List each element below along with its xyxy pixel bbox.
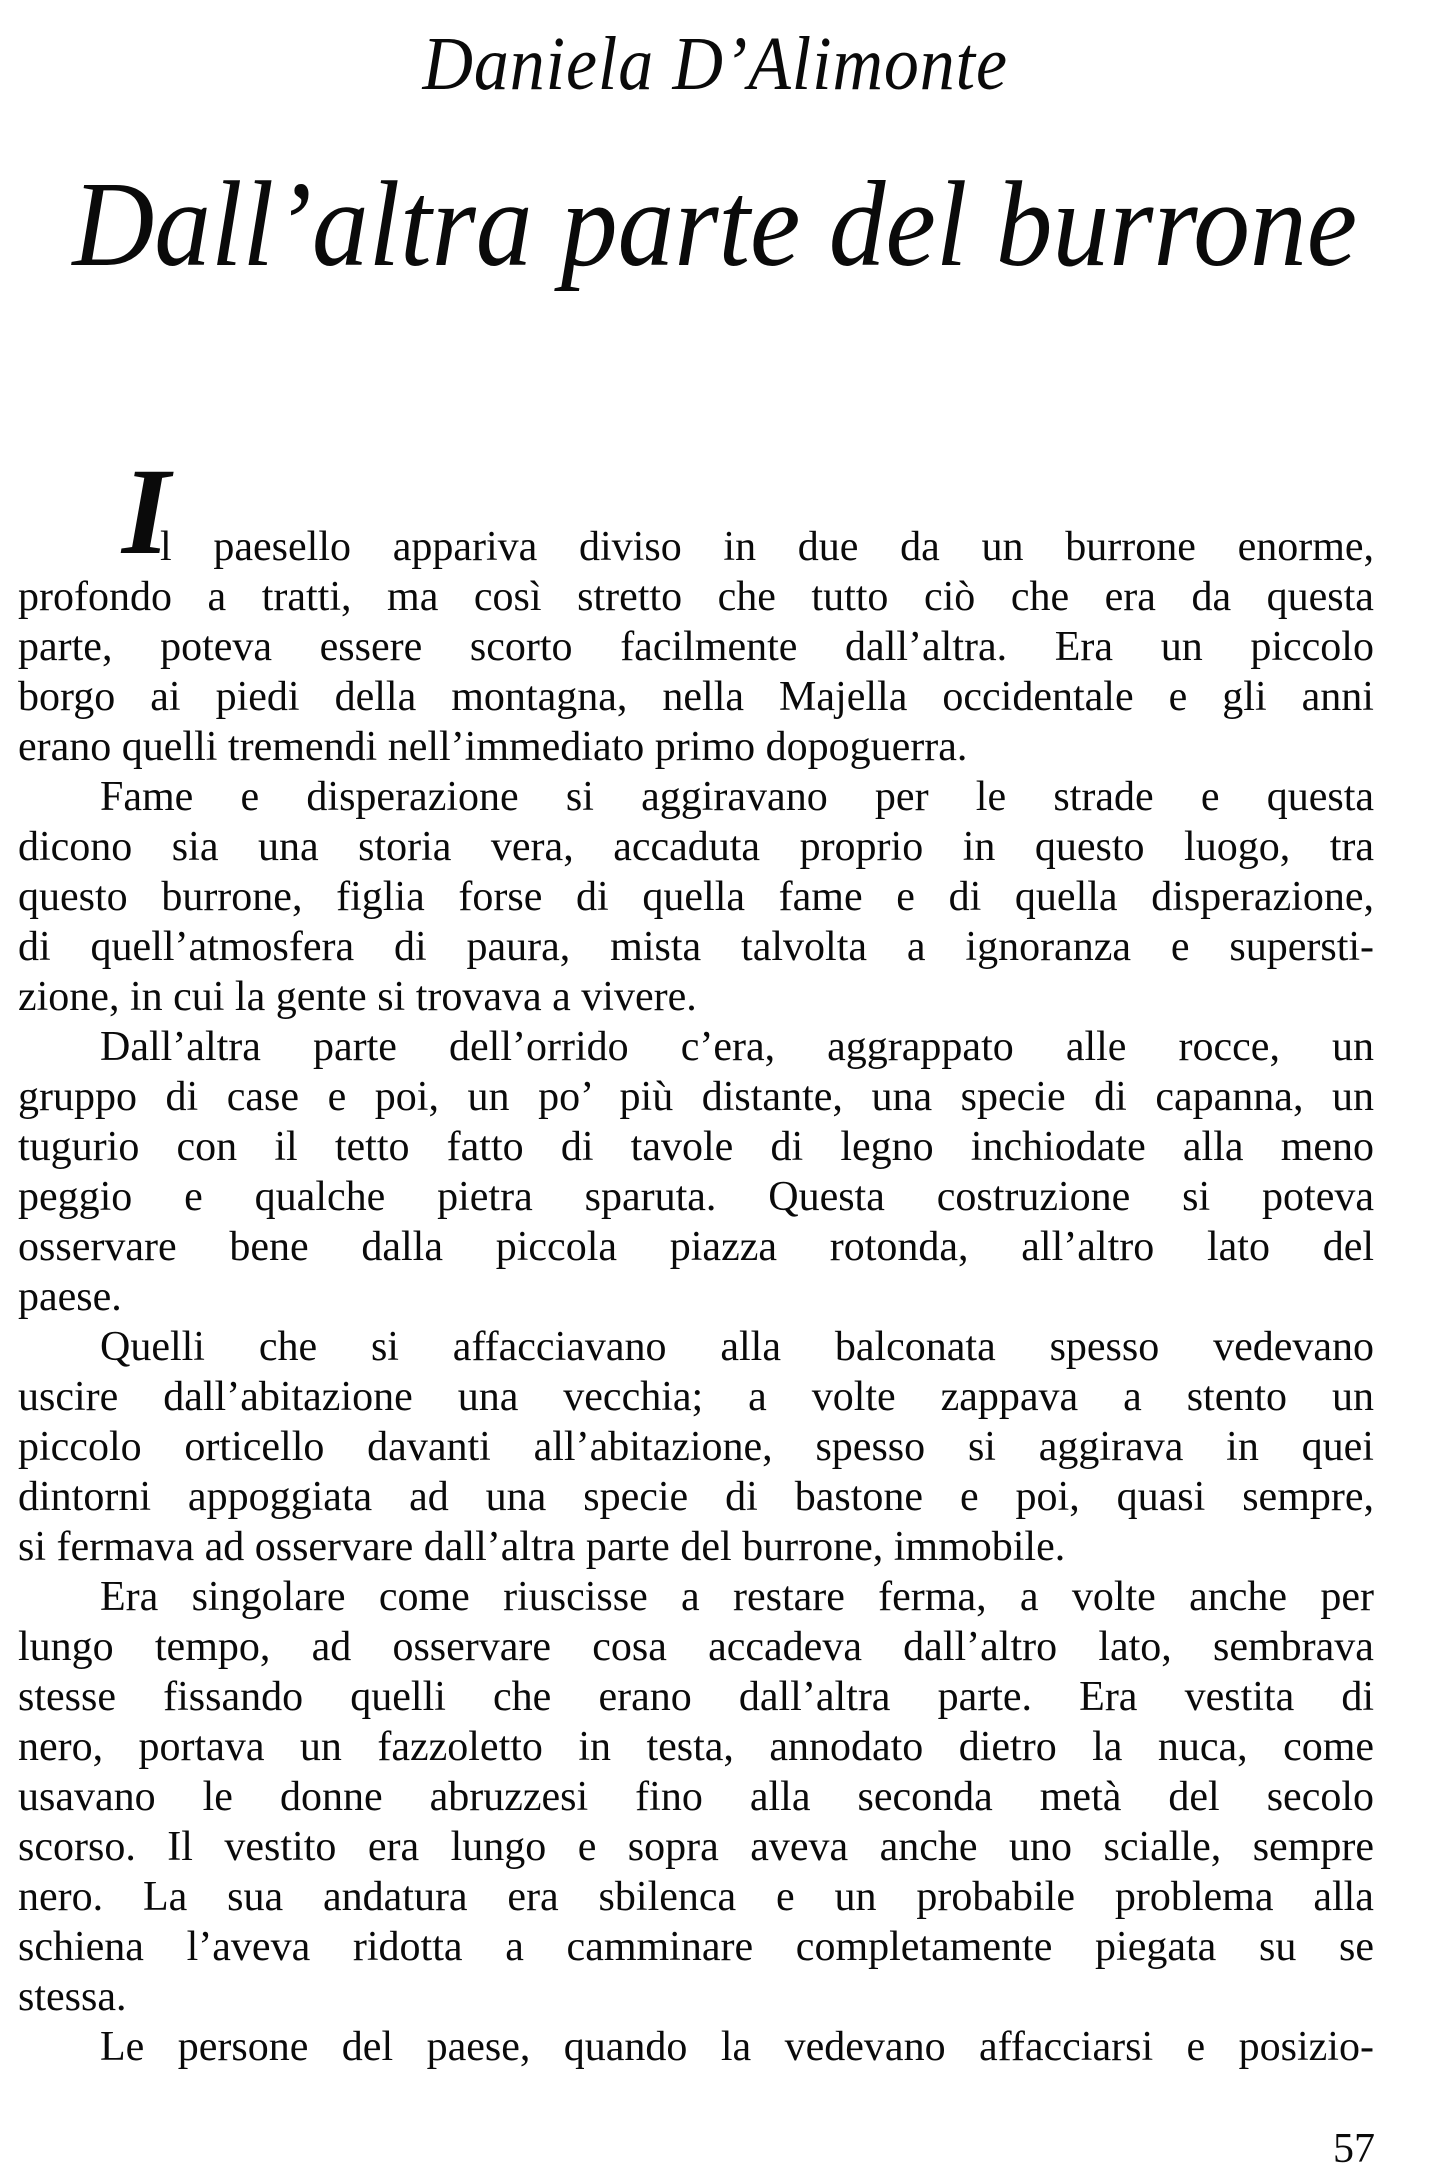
text-line-content: nero, portava un fazzoletto in testa, annodato dietro la nuca, come bbox=[18, 1724, 1375, 1770]
text-line bbox=[18, 1272, 1374, 1322]
text-line bbox=[18, 1372, 1374, 1422]
text-line bbox=[18, 1722, 1374, 1772]
text-line-content: stesse fissando quelli che erano dall’altra parte. Era vestita di bbox=[18, 1674, 1375, 1720]
text-line bbox=[18, 1522, 1374, 1572]
text-line-content: borgo ai piedi della montagna, nella Majella occidentale e gli anni bbox=[18, 674, 1374, 720]
text-line-content: nero. La sua andatura era sbilenca e un probabile problema alla bbox=[18, 1874, 1374, 1920]
text-line-content: scorso. Il vestito era lungo e sopra aveva anche uno scialle, sempre bbox=[18, 1824, 1374, 1870]
text-line-content: schiena l’aveva ridotta a camminare completamente piegata su se bbox=[18, 1924, 1375, 1970]
text-line bbox=[100, 1022, 1374, 1072]
body-text bbox=[18, 0, 1374, 2184]
text-line-content: usavano le donne abruzzesi fino alla seconda metà del secolo bbox=[18, 1774, 1375, 1820]
text-line-content: dintorni appoggiata ad una specie di bastone e poi, quasi sempre, bbox=[18, 1474, 1374, 1520]
text-line-content: osservare bene dalla piccola piazza rotonda, all’altro lato del bbox=[18, 1224, 1375, 1270]
author-name-text: Daniela D’Alimonte bbox=[422, 22, 1008, 106]
text-line bbox=[100, 1572, 1374, 1622]
text-line bbox=[160, 522, 1374, 572]
text-line-content: si fermava ad osservare dall’altra parte del burrone, immobile. bbox=[18, 1524, 1066, 1570]
text-line-content: zione, in cui la gente si trovava a vivere. bbox=[18, 974, 697, 1020]
text-line-content: gruppo di case e poi, un po’ più distante, una specie di capanna, un bbox=[18, 1074, 1375, 1120]
text-line-content: Dall’altra parte dell’orrido c’era, aggrappato alle rocce, un bbox=[100, 1024, 1375, 1070]
text-line bbox=[18, 822, 1374, 872]
text-line-content: questo burrone, figlia forse di quella fame e di quella disperazione, bbox=[18, 874, 1374, 920]
text-line bbox=[18, 672, 1374, 722]
text-line bbox=[18, 1922, 1374, 1972]
text-line bbox=[18, 572, 1374, 622]
text-line bbox=[18, 1172, 1374, 1222]
text-line bbox=[18, 1672, 1374, 1722]
text-line bbox=[18, 722, 1374, 772]
text-line-content: tugurio con il tetto fatto di tavole di legno inchiodate alla meno bbox=[18, 1124, 1375, 1170]
drop-cap: I bbox=[121, 443, 171, 580]
text-line bbox=[18, 1772, 1374, 1822]
text-line-content: Le persone del paese, quando la vedevano affacciarsi e posizio- bbox=[100, 2024, 1374, 2070]
text-line-content: di quell’atmosfera di paura, mista talvolta a ignoranza e supersti- bbox=[18, 924, 1375, 970]
text-line bbox=[18, 1622, 1374, 1672]
text-line bbox=[18, 1472, 1374, 1522]
text-line bbox=[100, 772, 1374, 822]
text-line-content: parte, poteva essere scorto facilmente dall’altra. Era un piccolo bbox=[18, 624, 1374, 670]
text-line-content: Fame e disperazione si aggiravano per le strade e questa bbox=[100, 774, 1375, 820]
text-line bbox=[18, 1422, 1374, 1472]
text-line-content: uscire dall’abitazione una vecchia; a volte zappava a stento un bbox=[18, 1374, 1374, 1420]
text-line bbox=[18, 872, 1374, 922]
text-line bbox=[18, 1822, 1374, 1872]
text-line-content: paese. bbox=[18, 1274, 122, 1320]
text-line-content: l paesello appariva diviso in due da un burrone enorme, bbox=[160, 524, 1375, 570]
text-line-content: Quelli che si affacciavano alla balconata spesso vedevano bbox=[100, 1324, 1375, 1370]
text-line bbox=[18, 1122, 1374, 1172]
text-line bbox=[18, 622, 1374, 672]
text-line bbox=[100, 2022, 1374, 2072]
text-line bbox=[18, 1072, 1374, 1122]
text-line-content: dicono sia una storia vera, accaduta proprio in questo luogo, tra bbox=[18, 824, 1374, 870]
text-line-content: erano quelli tremendi nell’immediato primo dopoguerra. bbox=[18, 724, 968, 770]
text-line bbox=[18, 922, 1374, 972]
chapter-title-text: Dall’altra parte del burrone bbox=[72, 157, 1358, 292]
text-line bbox=[18, 1972, 1374, 2022]
text-line bbox=[18, 972, 1374, 1022]
text-line bbox=[18, 1872, 1374, 1922]
text-line-content: lungo tempo, ad osservare cosa accadeva dall’altro lato, sembrava bbox=[18, 1624, 1374, 1670]
text-line-content: Era singolare come riuscisse a restare ferma, a volte anche per bbox=[100, 1574, 1374, 1620]
page-number: 57 bbox=[1333, 2126, 1375, 2172]
text-line bbox=[18, 1222, 1374, 1272]
text-line-content: stessa. bbox=[18, 1974, 127, 2020]
text-line bbox=[100, 1322, 1374, 1372]
text-line-content: piccolo orticello davanti all’abitazione, spesso si aggirava in quei bbox=[18, 1424, 1374, 1470]
text-line-content: profondo a tratti, ma così stretto che tutto ciò che era da questa bbox=[18, 574, 1374, 620]
text-line-content: peggio e qualche pietra sparuta. Questa costruzione si poteva bbox=[18, 1174, 1375, 1220]
